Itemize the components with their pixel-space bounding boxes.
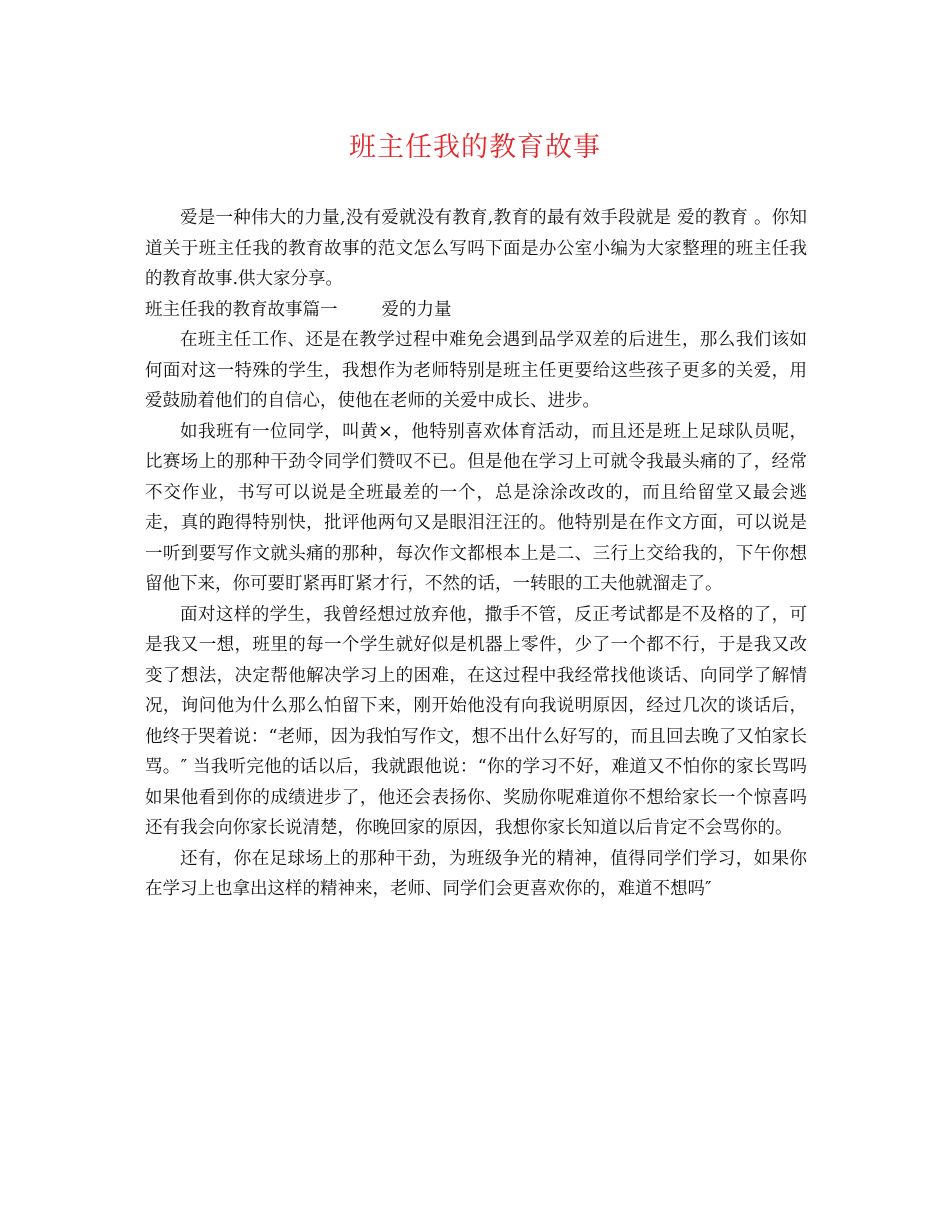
intro-paragraph: 爱是一种伟大的力量,没有爱就没有教育,教育的最有效手段就是 爱的教育 。你知道关于班主任我的教育故事的范文怎么写吗下面是办公室小编为大家整理的班主任我的教育故事.供大家分享。 <box>145 208 807 289</box>
body-paragraph: 面对这样的学生，我曾经想过放弃他，撒手不管，反正考试都是不及格的了，可是我又一想，班里的每一个学生就好似是机器上零件，少了一个都不行，于是我又改变了想法，决定帮他解决学习上的困难，在这过程中我经常找他谈话、向同学了解情况，询问他为什么那么怕留下来，刚开始他没有向我说明原因，经过几次的谈话后，他终于哭着说：“老师，因为我怕写作文，想不出什么好写的，而且回去晚了又怕家长骂。″ 当我听完他的话以后，我就跟他说：“你的学习不好，难道又不怕你的家长骂吗如果他看到你的成绩进步了，他还会表扬你、奖励你呢难道你不想给家长一个惊喜吗还有我会向你家长说清楚，你晚回家的原因，我想你家长知道以后肯定不会骂你的。 <box>145 604 807 838</box>
body-paragraph: 如我班有一位同学，叫黄×，他特别喜欢体育活动，而且还是班上足球队员呢，比赛场上的那种干劲令同学们赞叹不已。但是他在学习上可就令我最头痛的了，经常不交作业，书写可以说是全班最差的一个，总是涂涂改改的，而且给留堂又最会逃走，真的跑得特别快，批评他两句又是眼泪汪汪的。他特别是在作文方面，可以说是一听到要写作文就头痛的那种，每次作文都根本上是二、三行上交给我的，下午你想留他下来，你可要盯紧再盯紧才行，不然的话，一转眼的工夫他就溜走了。 <box>145 421 807 594</box>
body-paragraph: 还有，你在足球场上的那种干劲，为班级争光的精神，值得同学们学习，如果你在学习上也拿出这样的精神来，老师、同学们会更喜欢你的，难道不想吗″ <box>145 848 807 899</box>
section-heading-subtitle: 爱的力量 <box>381 299 452 320</box>
section-heading-label: 班主任我的教育故事篇一 <box>145 299 338 320</box>
document-title: 班主任我的教育故事 <box>349 132 601 163</box>
body-paragraph: 在班主任工作、还是在教学过程中难免会遇到品学双差的后进生，那么我们该如何面对这一特殊的学生，我想作为老师特别是班主任更要给这些孩子更多的关爱，用爱鼓励着他们的自信心，使他在老师的关爱中成长、进步。 <box>145 330 807 411</box>
section-heading <box>145 295 807 326</box>
document-body <box>145 203 807 905</box>
